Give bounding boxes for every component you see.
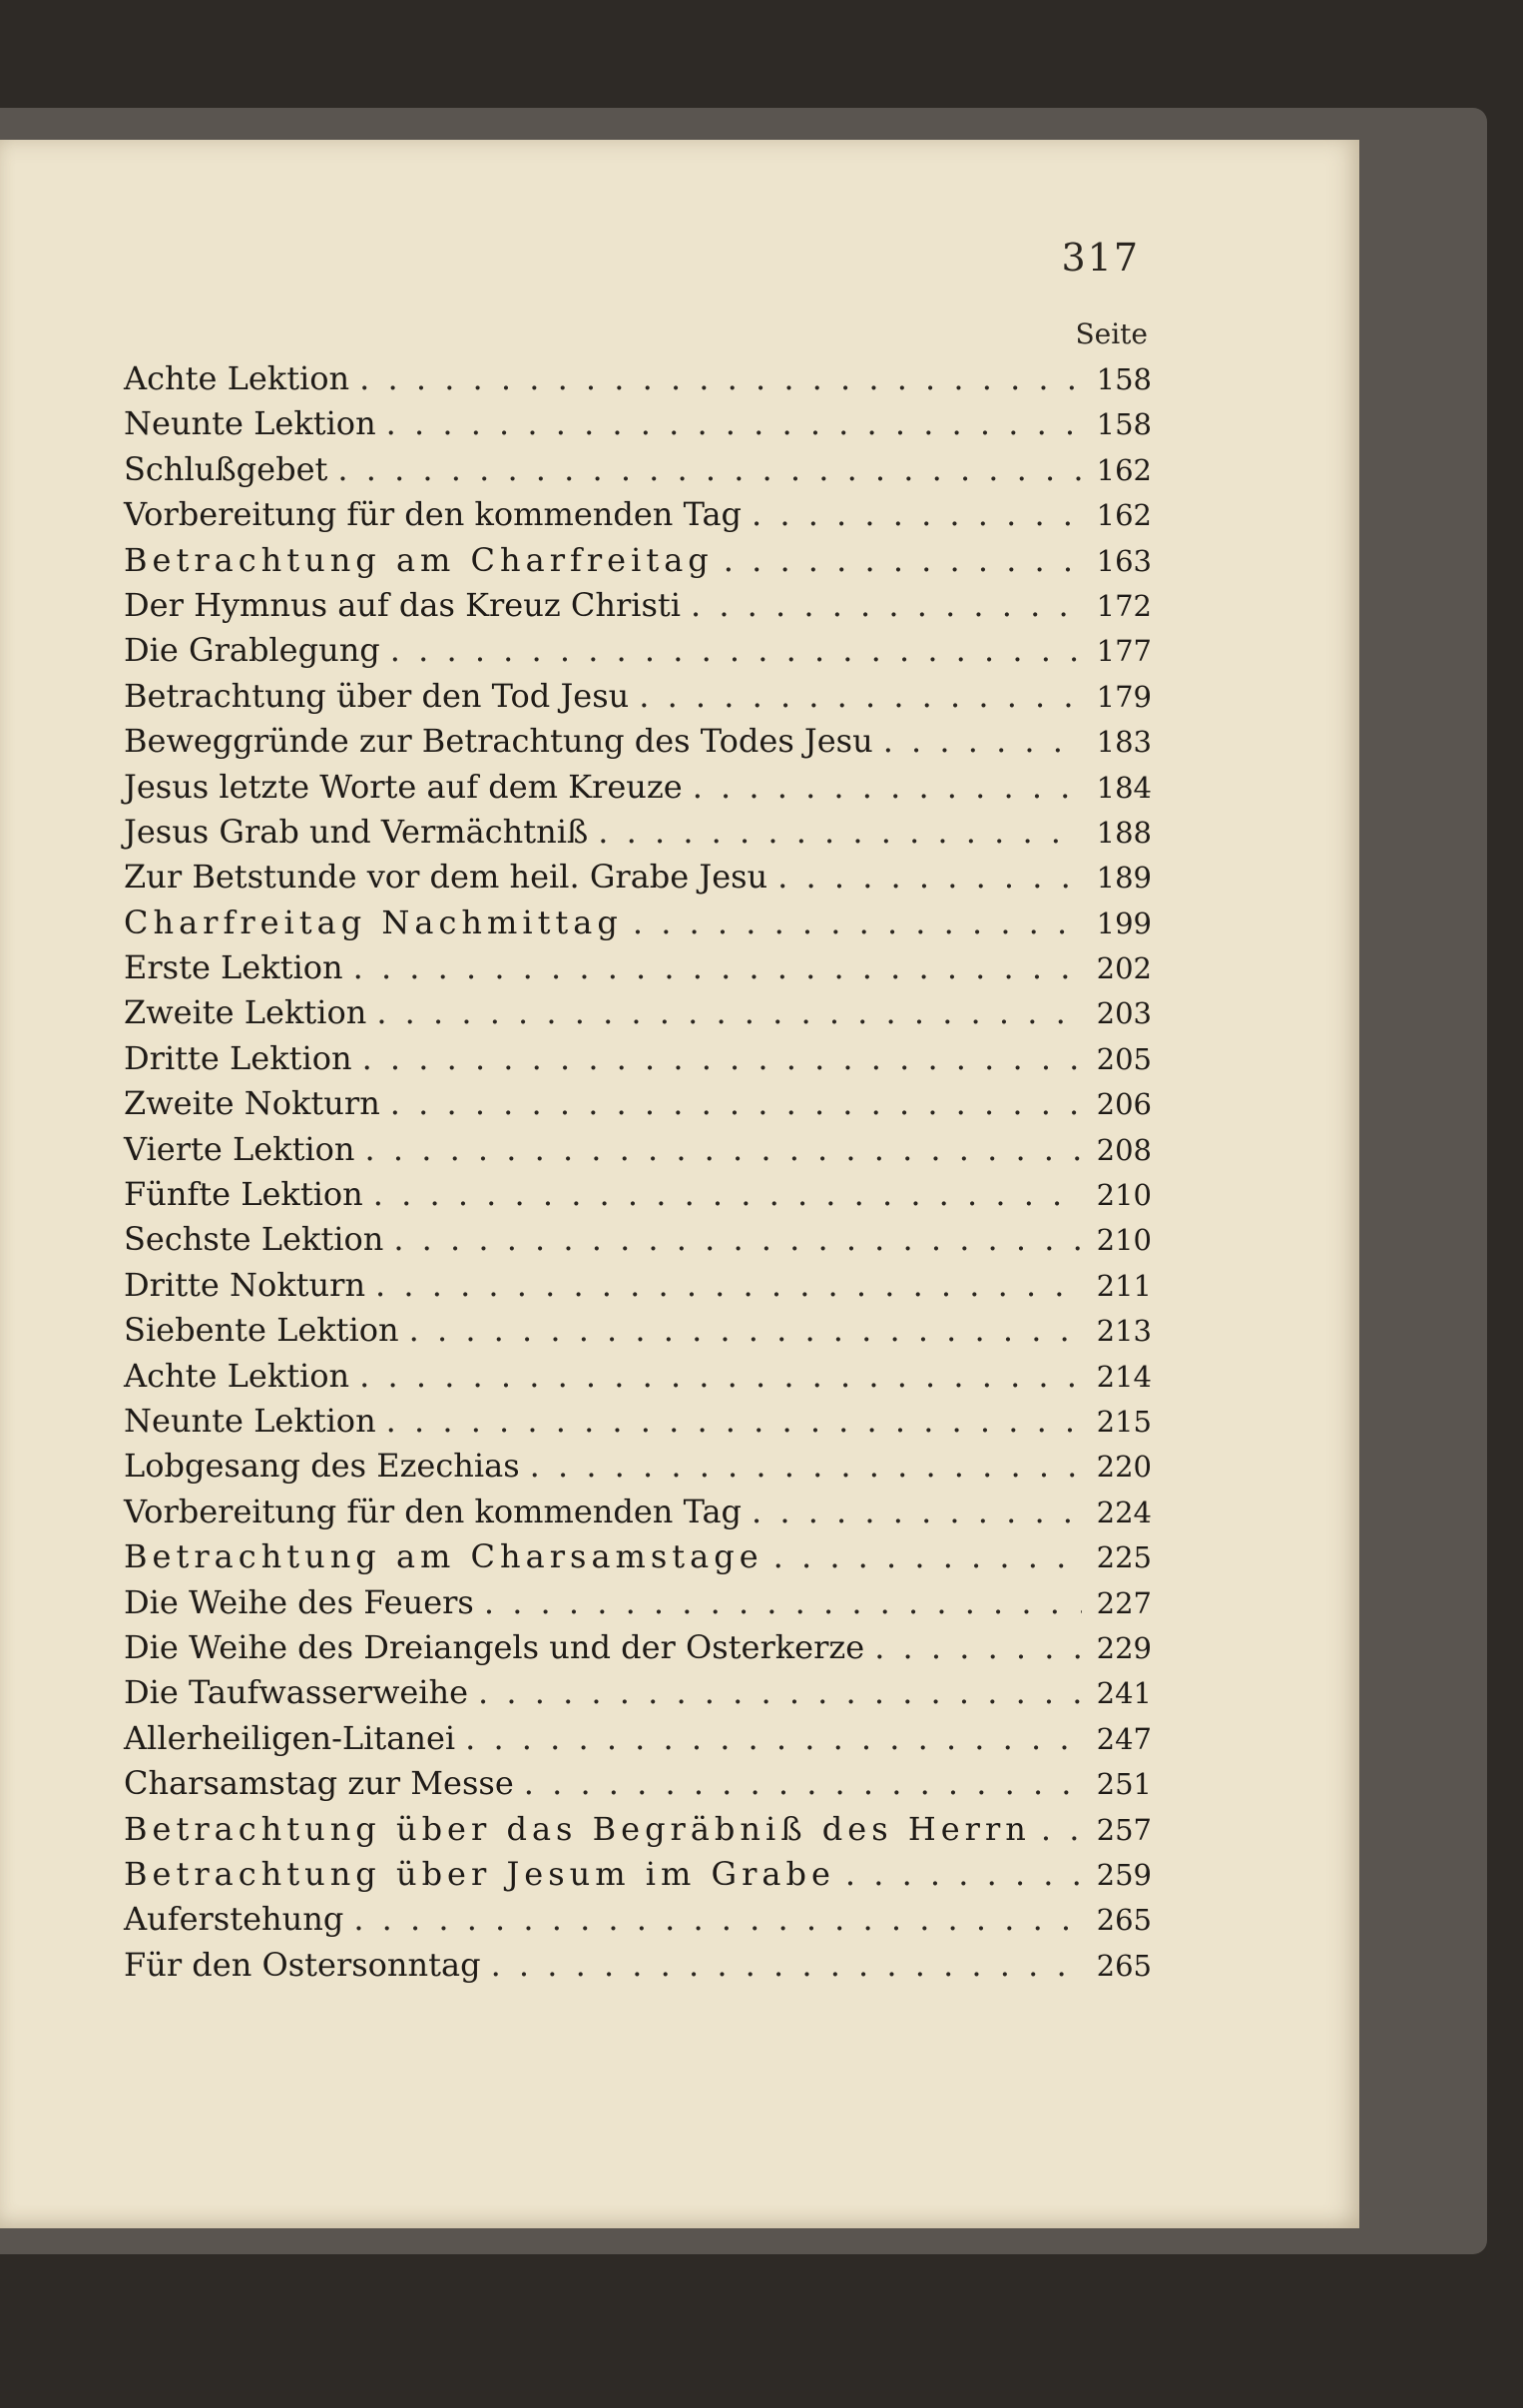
toc-dot-leader xyxy=(835,1855,1082,1893)
toc-entry xyxy=(124,1537,1152,1582)
toc-entry-page: 199 xyxy=(1096,905,1152,940)
toc-entry xyxy=(124,1855,1152,1900)
toc-entry-page: 184 xyxy=(1096,770,1152,805)
toc-dot-leader xyxy=(629,677,1082,715)
toc-entry-page: 210 xyxy=(1096,1178,1152,1213)
toc-entry xyxy=(124,677,1152,722)
toc-entry xyxy=(124,631,1152,676)
toc-dot-leader xyxy=(683,768,1082,806)
toc-entry-page: 158 xyxy=(1096,362,1152,396)
toc-entry-title: Siebente Lektion xyxy=(124,1311,399,1350)
toc-entry-title: Betrachtung über das Begräbniß des Herrn xyxy=(124,1809,1031,1848)
toc-entry-page: 162 xyxy=(1096,452,1152,487)
toc-dot-leader xyxy=(349,359,1082,397)
toc-entry-title: Beweggründe zur Betrachtung des Todes Jesu xyxy=(124,722,873,761)
toc-dot-leader xyxy=(365,1266,1082,1304)
toc-entry-title: Fünfte Lektion xyxy=(124,1175,363,1214)
toc-entry xyxy=(124,858,1152,903)
toc-dot-leader xyxy=(520,1447,1082,1485)
toc-entry xyxy=(124,1900,1152,1945)
toc-entry-title: Vorbereitung für den kommenden Tag xyxy=(124,1492,742,1530)
toc-dot-leader xyxy=(873,722,1082,760)
toc-entry-title: Sechste Lektion xyxy=(124,1220,384,1259)
toc-entry xyxy=(124,903,1152,948)
toc-entry-title: Achte Lektion xyxy=(124,359,350,397)
toc-entry-title: Die Grablegung xyxy=(124,631,380,670)
toc-entry-title: Betrachtung über Jesum im Grabe xyxy=(124,1854,835,1893)
toc-entry-page: 213 xyxy=(1096,1314,1152,1349)
toc-dot-leader xyxy=(343,948,1082,986)
toc-entry xyxy=(124,1311,1152,1356)
toc-entry xyxy=(124,1220,1152,1265)
toc-dot-leader xyxy=(742,1493,1082,1530)
toc-dot-leader xyxy=(349,1357,1082,1395)
toc-dot-leader xyxy=(352,1039,1082,1077)
toc-entry-page: 202 xyxy=(1096,951,1152,986)
toc-entry-page: 265 xyxy=(1096,1948,1152,1983)
toc-dot-leader xyxy=(714,541,1082,579)
toc-entry-title: Allerheiligen-Litanei xyxy=(124,1718,456,1757)
toc-entry-page: 206 xyxy=(1096,1087,1152,1122)
toc-entry-title: Neunte Lektion xyxy=(124,404,376,443)
toc-entry-page: 227 xyxy=(1096,1585,1152,1620)
toc-entry-page: 241 xyxy=(1096,1676,1152,1711)
toc-entry-page: 214 xyxy=(1096,1359,1152,1394)
toc-entry-page: 220 xyxy=(1096,1450,1152,1485)
toc-entry-page: 172 xyxy=(1096,588,1152,623)
toc-dot-leader xyxy=(588,813,1082,851)
toc-entry xyxy=(124,1583,1152,1628)
toc-entry-title: Betrachtung am Charfreitag xyxy=(124,540,714,579)
toc-entry xyxy=(124,1175,1152,1220)
toc-dot-leader xyxy=(623,903,1082,941)
toc-entry xyxy=(124,586,1152,631)
toc-entry-page: 225 xyxy=(1096,1540,1152,1575)
toc-entry xyxy=(124,813,1152,858)
toc-dot-leader xyxy=(455,1719,1082,1757)
toc-dot-leader xyxy=(864,1628,1082,1666)
toc-entry xyxy=(124,1493,1152,1537)
toc-entry-page: 210 xyxy=(1096,1223,1152,1258)
toc-entry xyxy=(124,948,1152,993)
toc-entry-title: Auferstehung xyxy=(124,1900,344,1939)
toc-entry-title: Dritte Lektion xyxy=(124,1038,352,1077)
toc-entry-title: Vierte Lektion xyxy=(124,1129,355,1168)
toc-entry xyxy=(124,1357,1152,1402)
toc-entry-title: Charfreitag Nachmittag xyxy=(124,903,623,941)
toc-entry-page: 183 xyxy=(1096,725,1152,760)
toc-entry-title: Jesus letzte Worte auf dem Kreuze xyxy=(124,767,683,806)
toc-dot-leader xyxy=(742,495,1082,533)
toc-dot-leader xyxy=(366,993,1082,1031)
toc-entry-page: 188 xyxy=(1096,815,1152,850)
toc-entry-title: Zur Betstunde vor dem heil. Grabe Jesu xyxy=(124,858,768,897)
toc-dot-leader xyxy=(514,1764,1082,1802)
toc-dot-leader xyxy=(380,1084,1082,1122)
toc-entry-title: Vorbereitung für den kommenden Tag xyxy=(124,495,742,534)
toc-entry xyxy=(124,1946,1152,1991)
toc-entry-title: Jesus Grab und Vermächtniß xyxy=(124,812,589,851)
toc-entry-page: 179 xyxy=(1096,679,1152,714)
table-of-contents xyxy=(124,359,1152,1991)
toc-entry xyxy=(124,1402,1152,1447)
toc-entry-title: Die Weihe des Dreiangels und der Osterkerze xyxy=(124,1627,865,1666)
toc-dot-leader xyxy=(763,1537,1082,1575)
toc-dot-leader xyxy=(481,1946,1082,1984)
toc-entry xyxy=(124,495,1152,540)
toc-entry xyxy=(124,1764,1152,1809)
toc-entry-page: 205 xyxy=(1096,1041,1152,1076)
toc-entry-title: Zweite Nokturn xyxy=(124,1084,380,1123)
toc-entry xyxy=(124,993,1152,1038)
toc-entry xyxy=(124,404,1152,449)
toc-dot-leader xyxy=(363,1175,1082,1213)
toc-dot-leader xyxy=(399,1311,1082,1349)
toc-entry-title: Lobgesang des Ezechias xyxy=(124,1447,520,1486)
toc-dot-leader xyxy=(681,586,1082,624)
toc-entry xyxy=(124,1084,1152,1129)
toc-dot-leader xyxy=(1031,1810,1082,1848)
toc-entry-page: 158 xyxy=(1096,407,1152,442)
toc-entry-page: 163 xyxy=(1096,543,1152,578)
toc-entry xyxy=(124,1039,1152,1084)
toc-entry-page: 211 xyxy=(1096,1268,1152,1303)
toc-entry-title: Der Hymnus auf das Kreuz Christi xyxy=(124,585,681,624)
toc-dot-leader xyxy=(355,1130,1082,1168)
toc-entry-page: 257 xyxy=(1096,1812,1152,1847)
toc-entry-title: Für den Ostersonntag xyxy=(124,1945,481,1984)
toc-entry-page: 189 xyxy=(1096,861,1152,896)
book-page xyxy=(0,140,1359,2228)
toc-entry xyxy=(124,1719,1152,1764)
toc-entry-title: Betrachtung am Charsamstage xyxy=(124,1537,763,1576)
toc-entry-page: 265 xyxy=(1096,1903,1152,1938)
toc-entry-page: 215 xyxy=(1096,1404,1152,1439)
toc-dot-leader xyxy=(767,858,1082,896)
toc-entry-title: Die Taufwasserweihe xyxy=(124,1673,469,1712)
toc-dot-leader xyxy=(474,1583,1082,1621)
toc-entry-title: Schlußgebet xyxy=(124,449,328,488)
toc-entry-page: 229 xyxy=(1096,1630,1152,1665)
toc-dot-leader xyxy=(383,1220,1082,1258)
toc-entry-page: 247 xyxy=(1096,1721,1152,1756)
toc-entry xyxy=(124,1447,1152,1492)
toc-dot-leader xyxy=(327,450,1082,488)
toc-entry xyxy=(124,1266,1152,1311)
toc-entry-title: Die Weihe des Feuers xyxy=(124,1582,474,1621)
toc-entry xyxy=(124,768,1152,813)
toc-entry-page: 203 xyxy=(1096,996,1152,1031)
toc-entry-title: Dritte Nokturn xyxy=(124,1265,366,1304)
toc-entry xyxy=(124,1673,1152,1718)
toc-entry-title: Betrachtung über den Tod Jesu xyxy=(124,676,630,715)
toc-entry-page: 162 xyxy=(1096,498,1152,533)
toc-entry-page: 259 xyxy=(1096,1857,1152,1892)
toc-dot-leader xyxy=(380,631,1082,669)
toc-entry-page: 177 xyxy=(1096,634,1152,669)
toc-entry-title: Erste Lektion xyxy=(124,948,343,987)
toc-entry xyxy=(124,1130,1152,1175)
toc-entry-title: Neunte Lektion xyxy=(124,1401,376,1440)
toc-entry xyxy=(124,541,1152,586)
toc-dot-leader xyxy=(376,1402,1082,1440)
toc-entry-page: 208 xyxy=(1096,1132,1152,1167)
toc-entry-page: 251 xyxy=(1096,1767,1152,1802)
toc-entry xyxy=(124,359,1152,404)
toc-dot-leader xyxy=(343,1900,1082,1938)
toc-entry xyxy=(124,1810,1152,1855)
toc-entry-title: Achte Lektion xyxy=(124,1356,350,1395)
page-number: 317 xyxy=(1061,236,1140,280)
toc-entry-title: Charsamstag zur Messe xyxy=(124,1764,514,1803)
page-column-header: Seite xyxy=(1075,317,1148,350)
toc-entry-title: Zweite Lektion xyxy=(124,993,367,1032)
toc-dot-leader xyxy=(468,1673,1082,1711)
toc-entry xyxy=(124,450,1152,495)
toc-dot-leader xyxy=(376,404,1082,442)
toc-entry xyxy=(124,1628,1152,1673)
toc-entry-page: 224 xyxy=(1096,1495,1152,1529)
toc-entry xyxy=(124,722,1152,767)
